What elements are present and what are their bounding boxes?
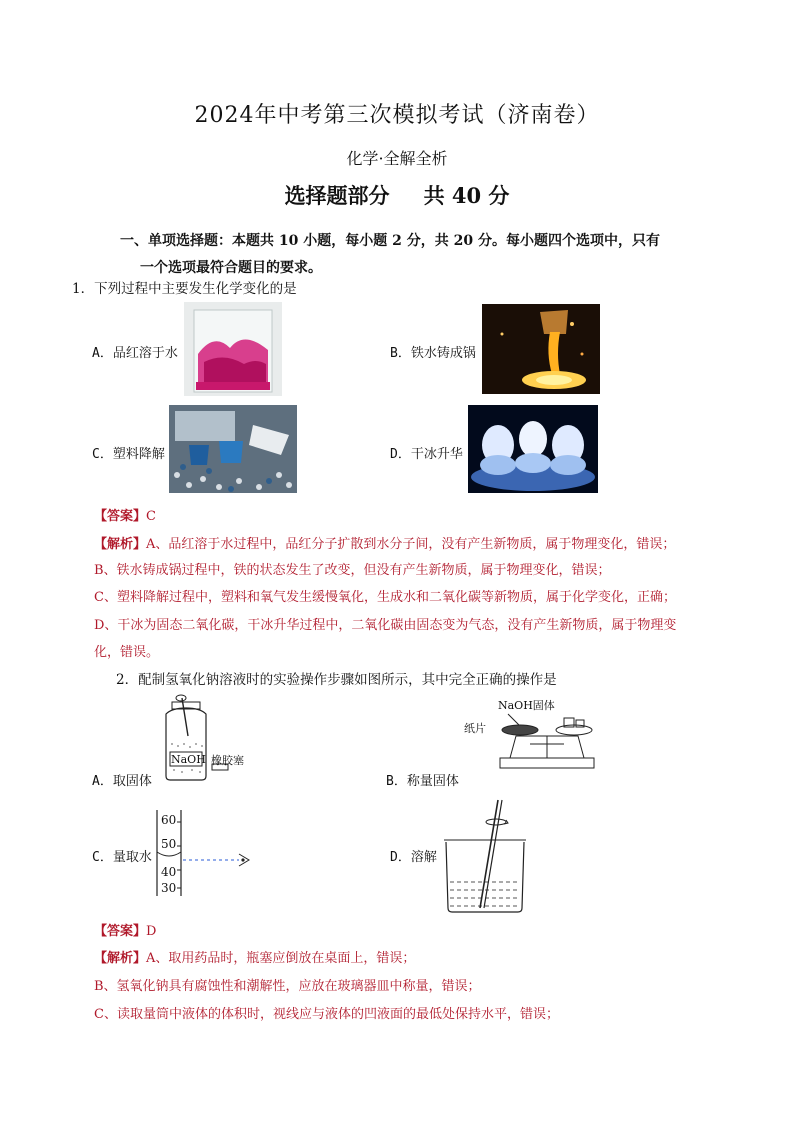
q2-tick-30: 30 (161, 881, 177, 895)
q2-option-d: D．溶解 (390, 850, 437, 865)
q1-image-b-molten-iron (482, 304, 600, 394)
q2-paper-label: 纸片 (464, 722, 486, 735)
q2-option-c: C．量取水 (92, 850, 152, 865)
q2-option-a: A．取固体 (92, 774, 152, 789)
q2-analysis-tag: 【解析】 (94, 951, 147, 966)
q2-tick-40: 40 (161, 865, 177, 879)
q2-answer (94, 920, 156, 939)
q2-stopper-label: 橡胶塞 (211, 754, 244, 767)
q2-naoh-solid-label: NaOH固体 (498, 699, 555, 712)
q2-analysis-line1 (94, 947, 415, 966)
q1-image-d-dry-ice (468, 405, 598, 493)
q2-bottle-label: NaOH (171, 753, 206, 766)
q1-option-a: A．品红溶于水 (92, 346, 178, 361)
q1-option-b: B．铁水铸成锅 (390, 346, 476, 361)
q1-answer-value: C (146, 509, 156, 524)
q1-stem: 1．下列过程中主要发生化学变化的是 (72, 281, 297, 297)
q2-option-b: B．称量固体 (386, 774, 459, 789)
q2-tick-60: 60 (161, 813, 177, 827)
q2-analysis-line2: B、氢氧化钠具有腐蚀性和潮解性，应放在玻璃器皿中称量，错误； (94, 979, 481, 994)
q1-analysis-line2: B、铁水铸成锅过程中，铁的状态发生了改变，但没有产生新物质，属于物理变化，错误； (94, 563, 611, 578)
section-title: 选择题部分 (284, 183, 390, 208)
q2-figure-a-bottle (152, 694, 258, 784)
q1-analysis-line5: 化，错误。 (94, 645, 160, 660)
q2-figure-d-beaker (440, 796, 530, 914)
q1-option-c: C．塑料降解 (92, 447, 165, 462)
q1-image-a-dye-in-water (184, 302, 282, 396)
q2-answer-tag: 【答案】 (94, 924, 147, 939)
instructions-line2: 一个选项最符合题目的要求。 (140, 260, 322, 276)
section-score: 共 40 分 (423, 183, 510, 208)
q2-analysis-line3: C、读取量筒中液体的体积时，视线应与液体的凹液面的最低处保持水平，错误； (94, 1007, 559, 1022)
q1-analysis-line1 (94, 533, 675, 552)
q1-analysis-tag: 【解析】 (94, 537, 147, 552)
instructions-line1: 一、单项选择题：本题共 10 小题，每小题 2 分，共 20 分。每小题四个选项中，只有 (120, 233, 660, 249)
page-subtitle: 化学·全解全析 (346, 149, 448, 168)
q1-analysis-text1: A、品红溶于水过程中，品红分子扩散到水分子间，没有产生新物质，属于物理变化，错误； (146, 537, 676, 552)
q1-analysis-line4: D、干冰为固态二氧化碳，干冰升华过程中，二氧化碳由固态变为气态，没有产生新物质，属于物理变 (94, 618, 677, 633)
q2-stem: 2．配制氢氧化钠溶液时的实验操作步骤如图所示，其中完全正确的操作是 (116, 672, 557, 688)
q1-answer-tag: 【答案】 (94, 509, 147, 524)
instructions (120, 228, 720, 282)
q2-analysis-text1: A、取用药品时，瓶塞应倒放在桌面上，错误； (146, 951, 416, 966)
q1-answer (94, 505, 156, 524)
section-heading (0, 180, 794, 210)
page-title: 2024年中考第三次模拟考试（济南卷） (194, 103, 600, 128)
q1-image-c-plastic (169, 405, 297, 493)
q2-tick-50: 50 (161, 837, 177, 851)
q2-answer-value: D (146, 924, 157, 939)
q1-analysis-line3: C、塑料降解过程中，塑料和氧气发生缓慢氧化，生成水和二氧化碳等新物质，属于化学变化，正确； (94, 590, 676, 605)
q1-option-d: D．干冰升华 (390, 447, 463, 462)
